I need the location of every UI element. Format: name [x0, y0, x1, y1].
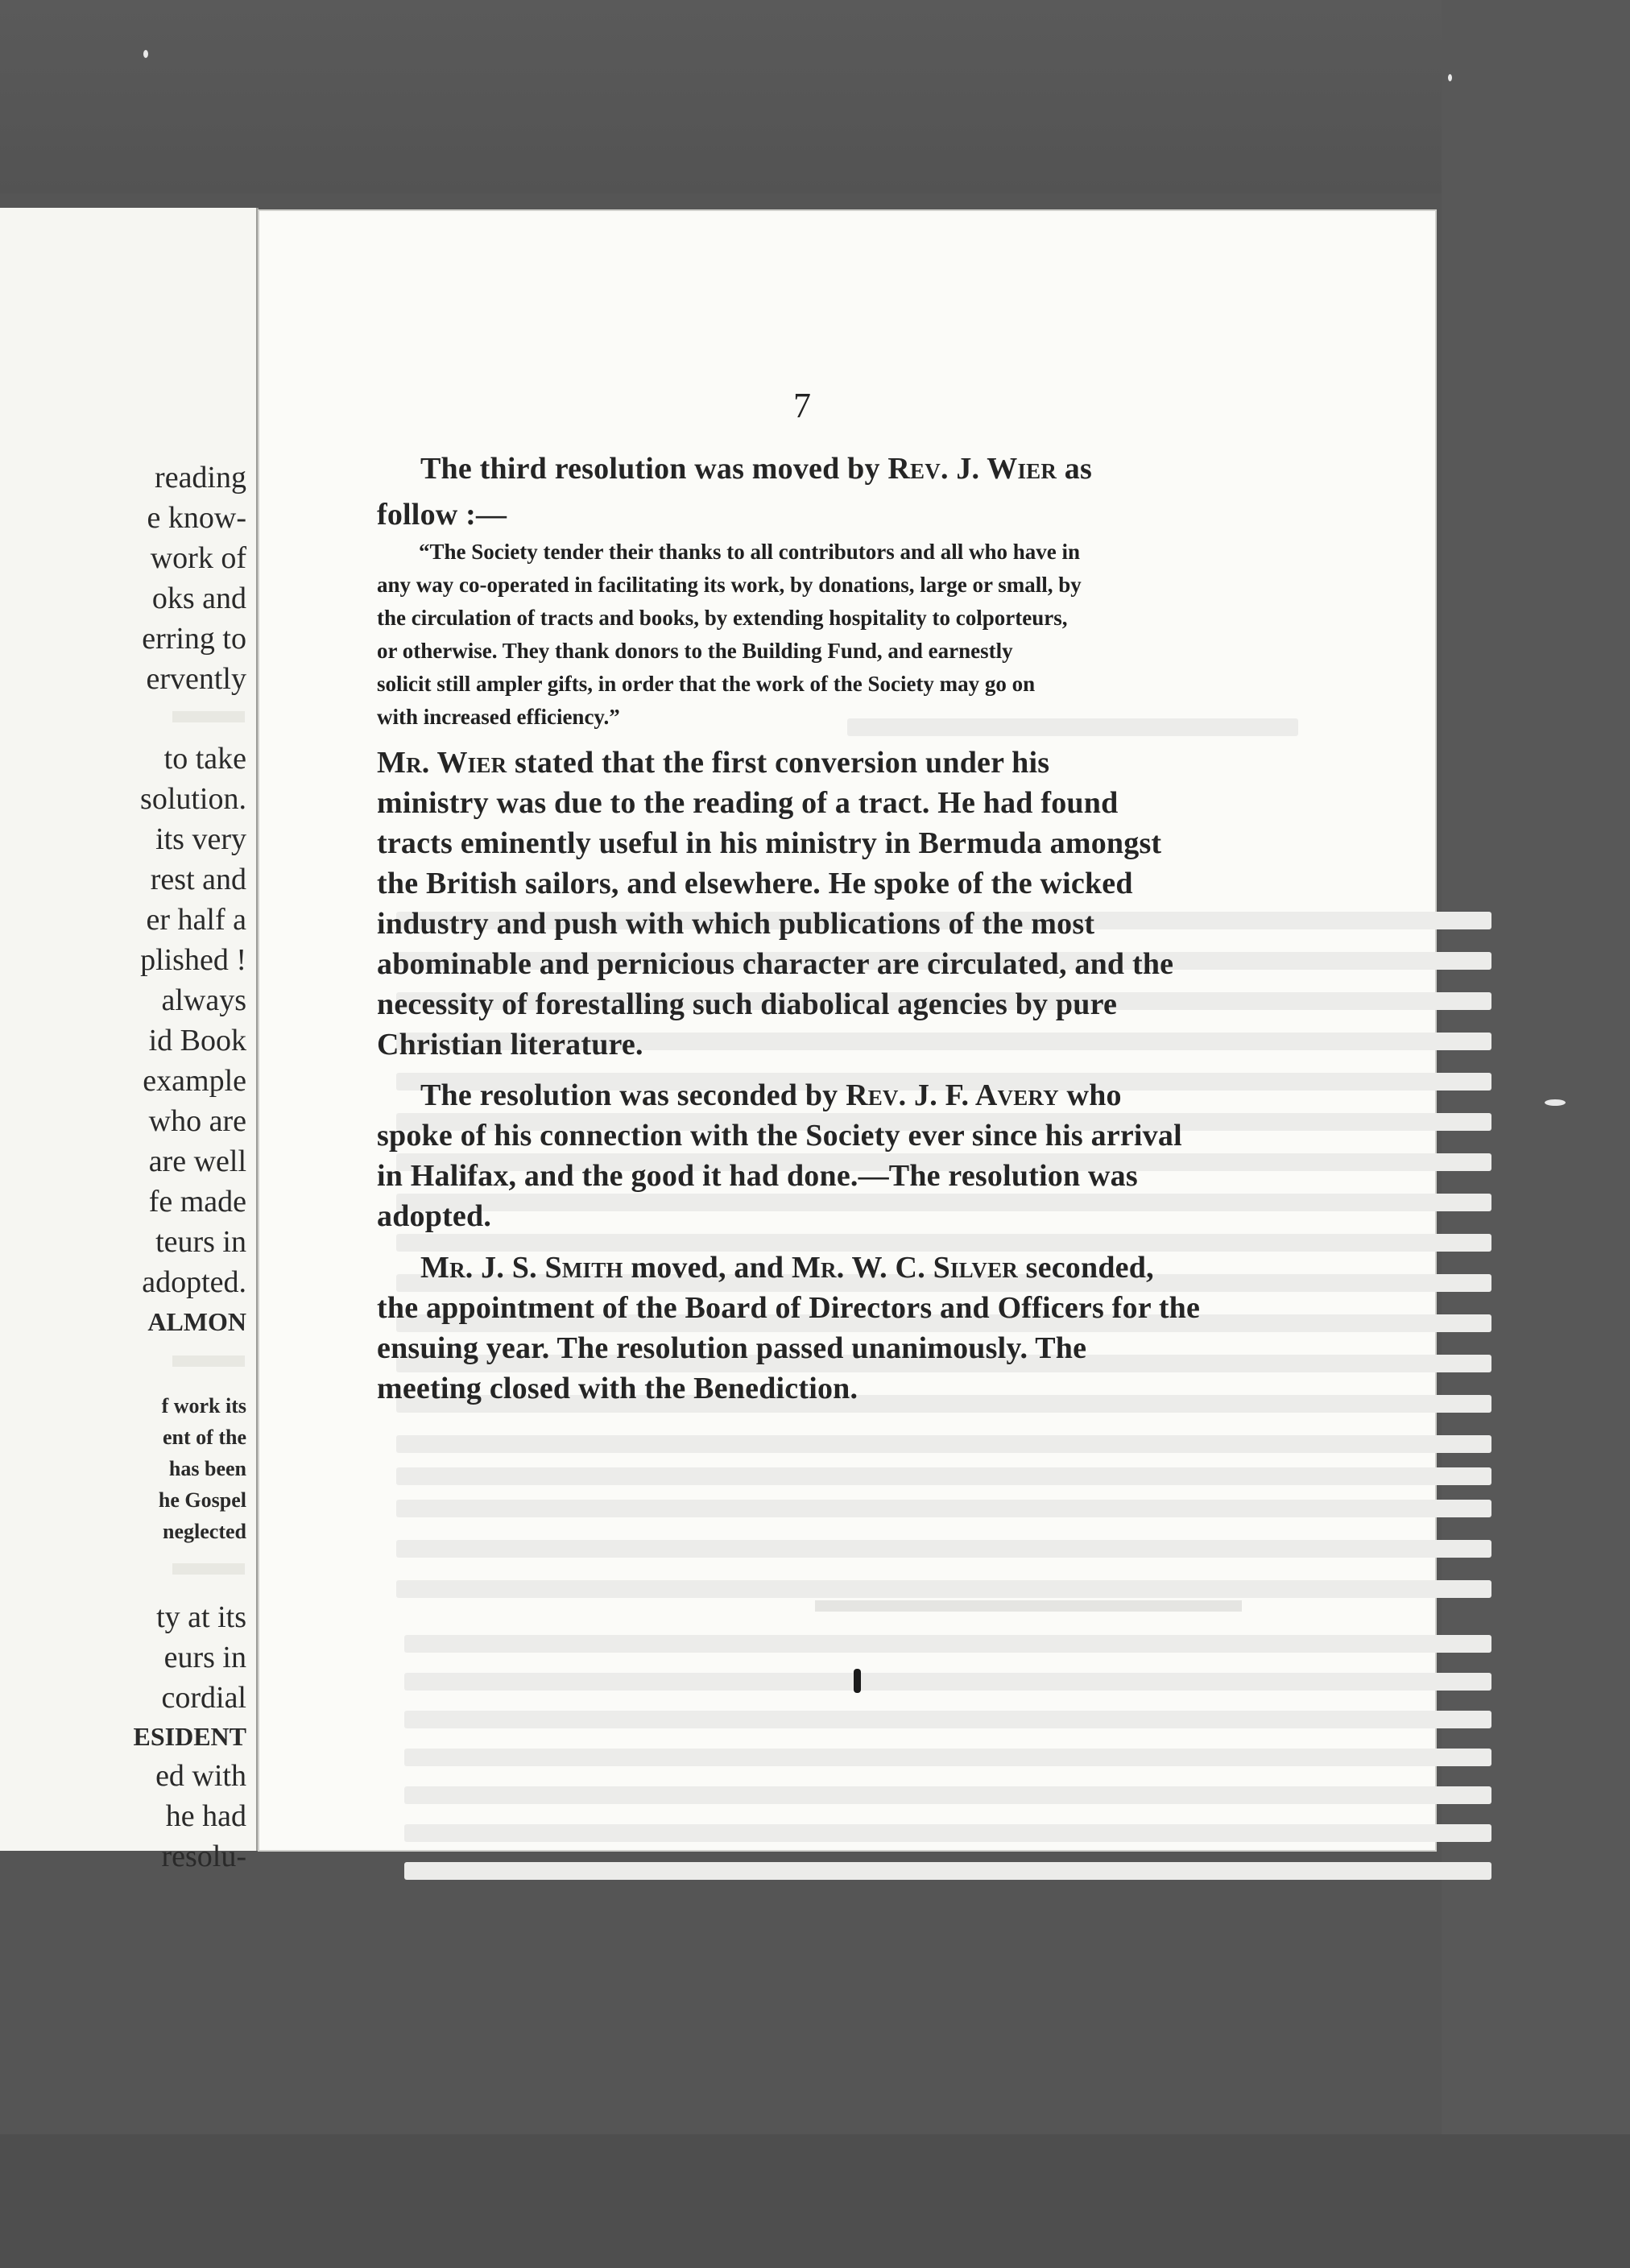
- paragraph-line: necessity of forestalling such diabolical agencies by pure: [377, 987, 1118, 1021]
- ink-blot: [854, 1669, 861, 1693]
- left-text-line: fe made: [148, 1185, 246, 1219]
- resolution-intro-line: follow :—: [377, 498, 507, 532]
- bleed-through-text: [396, 1500, 1491, 1517]
- bleed-through-text: [815, 1600, 1242, 1612]
- bleed-through-text: [404, 1673, 1491, 1691]
- bleed-through-text: [396, 1234, 1491, 1252]
- bleed-through-text: [847, 718, 1298, 736]
- faint-text: [172, 1563, 245, 1575]
- resolution-quote-line: any way co-operated in facilitating its work, by donations, large or small, by: [377, 573, 1082, 597]
- left-text-line: he had: [165, 1799, 246, 1833]
- left-text-line: example: [143, 1064, 246, 1098]
- left-text-line: eurs in: [163, 1641, 246, 1674]
- bleed-through-text: [404, 1749, 1491, 1766]
- paragraph-line: the appointment of the Board of Directors and Officers for the: [377, 1291, 1201, 1325]
- left-text-line: neglected: [163, 1520, 246, 1543]
- paragraph-text: moved, and: [623, 1251, 792, 1285]
- scan-background-top: [0, 0, 1630, 193]
- left-text-line: resolu-: [161, 1840, 246, 1873]
- left-text-line: its very: [155, 822, 246, 856]
- bleed-through-text: [396, 1580, 1491, 1598]
- bleed-through-text: [404, 1824, 1491, 1842]
- left-text-line: erring to: [142, 622, 246, 656]
- left-text-line: has been: [168, 1457, 246, 1480]
- bleed-through-text: [404, 1711, 1491, 1728]
- paragraph-line: [377, 745, 1049, 780]
- page-number: 7: [793, 386, 811, 425]
- paragraph-line: industry and push with which publications of the most: [377, 907, 1095, 941]
- speaker-name: Rev. J. Wier: [887, 452, 1057, 486]
- resolution-quote-line: “The Society tender their thanks to all contributors and all who have in: [419, 540, 1081, 564]
- left-text-line: are well: [148, 1144, 246, 1178]
- bleed-through-text: [396, 1540, 1491, 1558]
- resolution-quote-line: the circulation of tracts and books, by extending hospitality to colporteurs,: [377, 606, 1068, 630]
- left-text-line: oks and: [151, 581, 246, 615]
- left-text-line: reading: [155, 461, 246, 495]
- left-text-line: work of: [150, 541, 246, 575]
- paragraph-line: abominable and pernicious character are circulated, and the: [377, 947, 1174, 981]
- left-text-line: to take: [163, 742, 246, 776]
- paragraph-line: tracts eminently useful in his ministry in Bermuda amongst: [377, 826, 1162, 860]
- scan-background-right: [1442, 0, 1630, 2268]
- left-text-line: cordial: [161, 1681, 246, 1715]
- resolution-intro-line: [420, 451, 1092, 486]
- left-text-line: adopted.: [142, 1265, 246, 1299]
- bleed-through-text: [404, 1862, 1491, 1880]
- left-text-line: always: [161, 983, 246, 1017]
- dust-speck: [1448, 74, 1452, 81]
- paragraph-line: meeting closed with the Benediction.: [377, 1372, 858, 1405]
- left-text-line: ed with: [155, 1759, 246, 1793]
- left-text-line: ALMON: [147, 1307, 246, 1336]
- paragraph-text: stated that the first conversion under his: [507, 746, 1050, 780]
- paragraph-line: [420, 1078, 1122, 1113]
- left-text-line: rest and: [150, 863, 246, 896]
- faint-text: [172, 1355, 245, 1367]
- paragraph-line: ensuing year. The resolution passed unanimously. The: [377, 1331, 1087, 1365]
- paragraph-text-end: who: [1058, 1078, 1122, 1112]
- paragraph-line: adopted.: [377, 1199, 492, 1233]
- dust-speck: [1545, 1099, 1566, 1106]
- intro-text-end: as: [1057, 452, 1092, 486]
- paragraph-line: ministry was due to the reading of a tract. He had found: [377, 786, 1119, 820]
- left-text-line: he Gospel: [158, 1488, 246, 1512]
- paragraph-line: [420, 1250, 1154, 1285]
- bleed-through-text: [404, 1786, 1491, 1804]
- left-text-line: id Book: [148, 1024, 246, 1057]
- resolution-quote-line: or otherwise. They thank donors to the Building Fund, and earnestly: [377, 639, 1013, 663]
- paragraph-line: in Halifax, and the good it had done.—The resolution was: [377, 1159, 1138, 1193]
- paragraph-line: the British sailors, and elsewhere. He spoke of the wicked: [377, 867, 1133, 900]
- left-text-line: plished !: [140, 943, 246, 977]
- paragraph-line: spoke of his connection with the Society ever since his arrival: [377, 1119, 1182, 1153]
- bleed-through-text: [396, 1435, 1491, 1453]
- dust-speck: [143, 50, 148, 58]
- intro-text: The third resolution was moved by: [420, 452, 888, 486]
- left-text-line: ESIDENT: [133, 1722, 246, 1751]
- left-text-line: f work its: [161, 1394, 246, 1418]
- bleed-through-text: [404, 1635, 1491, 1653]
- left-text-line: e know-: [147, 501, 246, 535]
- resolution-quote-line: with increased efficiency.”: [377, 705, 620, 729]
- resolution-quote-line: solicit still ampler gifts, in order that the work of the Society may go on: [377, 672, 1036, 696]
- left-text-line: teurs in: [155, 1225, 246, 1259]
- left-text-line: who are: [148, 1104, 246, 1138]
- faint-text: [172, 711, 245, 722]
- paragraph-text-end: seconded,: [1017, 1251, 1154, 1285]
- left-text-line: ervently: [146, 662, 246, 696]
- speaker-name: Mr. W. C. Silver: [791, 1251, 1018, 1285]
- paragraph-text: The resolution was seconded by: [420, 1078, 846, 1112]
- speaker-name: Mr. Wier: [377, 746, 507, 780]
- bleed-through-text: [396, 1467, 1491, 1485]
- scan-background-bottom: [0, 2134, 1630, 2268]
- speaker-name: Rev. J. F. Avery: [846, 1078, 1059, 1112]
- speaker-name: Mr. J. S. Smith: [420, 1251, 623, 1285]
- left-text-line: ent of the: [163, 1426, 246, 1449]
- previous-page: [0, 208, 259, 1873]
- bleed-through-text: [396, 1194, 1491, 1211]
- paragraph-line: Christian literature.: [377, 1028, 643, 1062]
- left-text-line: solution.: [140, 782, 246, 816]
- left-text-line: er half a: [146, 903, 246, 937]
- left-text-line: ty at its: [156, 1600, 246, 1634]
